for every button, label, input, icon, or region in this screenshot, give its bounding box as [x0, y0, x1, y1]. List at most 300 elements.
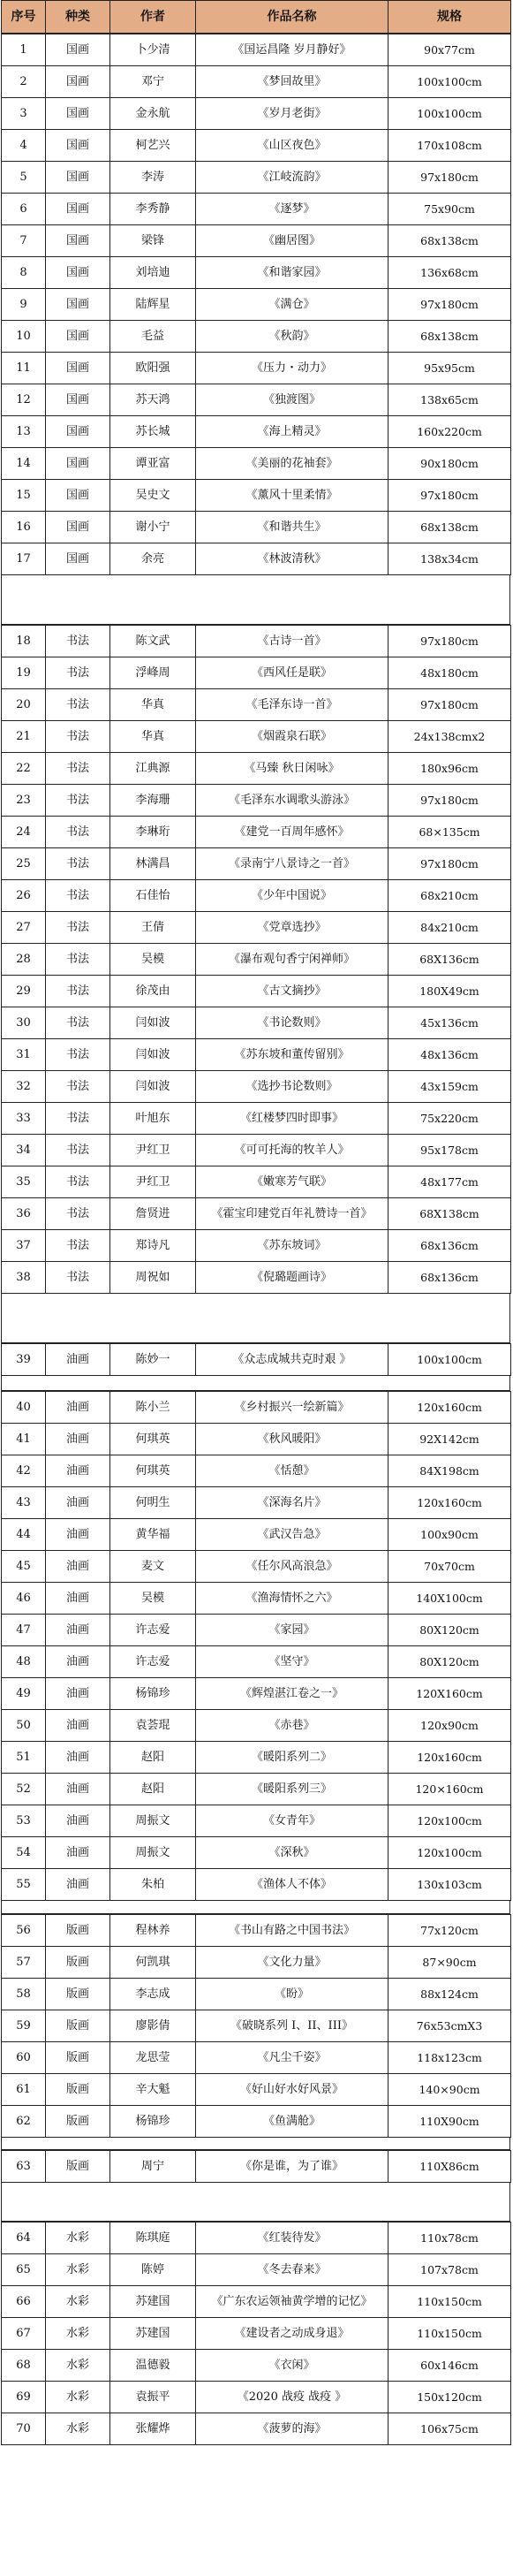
- cell-size: 110X86cm: [389, 2151, 511, 2183]
- cell-no: 56: [2, 1915, 46, 1947]
- cell-category: 国画: [46, 353, 110, 384]
- cell-title: 《暖阳系列三》: [196, 1774, 389, 1805]
- blank-separator: [1, 1294, 510, 1343]
- table-row: [2, 2010, 511, 2042]
- cell-size: 110x150cm: [389, 2286, 511, 2318]
- cell-author: 卜少清: [110, 34, 196, 66]
- cell-title: 《霍宝印建党百年礼赞诗一首》: [196, 1198, 389, 1230]
- table-row: [2, 34, 511, 66]
- cell-no: 36: [2, 1198, 46, 1230]
- cell-no: 38: [2, 1262, 46, 1294]
- cell-no: 49: [2, 1678, 46, 1710]
- cell-size: 75x90cm: [389, 194, 511, 225]
- cell-no: 33: [2, 1103, 46, 1135]
- cell-no: 42: [2, 1455, 46, 1487]
- table-row: [2, 1166, 511, 1198]
- cell-author: 王倩: [110, 912, 196, 944]
- cell-category: 国画: [46, 194, 110, 225]
- cell-author: 毛益: [110, 321, 196, 353]
- cell-author: 何凯琪: [110, 1947, 196, 1979]
- cell-author: 梁锋: [110, 225, 196, 257]
- cell-no: 40: [2, 1392, 46, 1424]
- cell-author: 欧阳强: [110, 353, 196, 384]
- cell-author: 周振文: [110, 1837, 196, 1869]
- table-row: [2, 2042, 511, 2074]
- cell-category: 水彩: [46, 2286, 110, 2318]
- cell-category: 国画: [46, 512, 110, 543]
- cell-category: 油画: [46, 1615, 110, 1646]
- table-row: [2, 480, 511, 512]
- cell-author: 陆辉星: [110, 289, 196, 321]
- cell-author: 杨锦珍: [110, 2106, 196, 2138]
- cell-category: 书法: [46, 976, 110, 1007]
- cell-title: 《深秋》: [196, 1837, 389, 1869]
- cell-size: 97x180cm: [389, 689, 511, 721]
- table-row: [2, 2223, 511, 2254]
- cell-size: 150x120cm: [389, 2382, 511, 2413]
- cell-no: 24: [2, 817, 46, 848]
- cell-title: 《女青年》: [196, 1805, 389, 1837]
- cell-size: 88x124cm: [389, 1979, 511, 2010]
- cell-title: 《录南宁八景诗之一首》: [196, 848, 389, 880]
- table-row: [2, 1262, 511, 1294]
- table-row: [2, 1344, 511, 1376]
- cell-category: 书法: [46, 1230, 110, 1262]
- cell-author: 黄华福: [110, 1519, 196, 1551]
- cell-category: 油画: [46, 1455, 110, 1487]
- cell-title: 《乡村振兴一绘新篇》: [196, 1392, 389, 1424]
- cell-category: 书法: [46, 753, 110, 785]
- cell-no: 7: [2, 225, 46, 257]
- cell-category: 版画: [46, 1947, 110, 1979]
- cell-no: 58: [2, 1979, 46, 2010]
- cell-no: 15: [2, 480, 46, 512]
- table-row: [2, 1519, 511, 1551]
- cell-title: 《秋风暖阳》: [196, 1424, 389, 1455]
- cell-author: 朱柏: [110, 1869, 196, 1901]
- cell-category: 油画: [46, 1487, 110, 1519]
- cell-author: 赵阳: [110, 1742, 196, 1774]
- cell-no: 62: [2, 2106, 46, 2138]
- cell-size: 97x180cm: [389, 480, 511, 512]
- cell-category: 国画: [46, 448, 110, 480]
- cell-size: 68x136cm: [389, 1262, 511, 1294]
- cell-category: 油画: [46, 1805, 110, 1837]
- cell-no: 1: [2, 34, 46, 66]
- cell-author: 李海珊: [110, 785, 196, 817]
- cell-title: 《赤巷》: [196, 1710, 389, 1742]
- cell-no: 35: [2, 1166, 46, 1198]
- cell-category: 书法: [46, 817, 110, 848]
- cell-title: 《破晓系列 I、II、III》: [196, 2010, 389, 2042]
- cell-title: 《任尔风高浪急》: [196, 1551, 389, 1583]
- cell-title: 《广东农运领袖黄学增的记忆》: [196, 2286, 389, 2318]
- cell-category: 油画: [46, 1678, 110, 1710]
- cell-title: 《美丽的花袖套》: [196, 448, 389, 480]
- cell-no: 55: [2, 1869, 46, 1901]
- cell-size: 110x78cm: [389, 2223, 511, 2254]
- cell-title: 《坚守》: [196, 1646, 389, 1678]
- cell-category: 油画: [46, 1646, 110, 1678]
- cell-title: 《毛泽东水调歌头游泳》: [196, 785, 389, 817]
- cell-no: 50: [2, 1710, 46, 1742]
- cell-no: 20: [2, 689, 46, 721]
- cell-no: 17: [2, 543, 46, 575]
- cell-title: 《鱼满舱》: [196, 2106, 389, 2138]
- cell-no: 18: [2, 626, 46, 657]
- cell-title: 《盼》: [196, 1979, 389, 2010]
- cell-size: 120×160cm: [389, 1774, 511, 1805]
- cell-author: 徐茂由: [110, 976, 196, 1007]
- table-row: [2, 2382, 511, 2413]
- cell-author: 张耀烨: [110, 2413, 196, 2445]
- cell-no: 11: [2, 353, 46, 384]
- cell-no: 32: [2, 1071, 46, 1103]
- cell-author: 陈文武: [110, 626, 196, 657]
- cell-size: 68x138cm: [389, 225, 511, 257]
- table-row: [2, 1392, 511, 1424]
- table-row: [2, 1678, 511, 1710]
- cell-author: 金永航: [110, 98, 196, 130]
- cell-title: 《凡尘千姿》: [196, 2042, 389, 2074]
- cell-title: 《和谐家园》: [196, 257, 389, 289]
- cell-category: 水彩: [46, 2350, 110, 2382]
- artwork-group: [1, 1343, 511, 1376]
- cell-no: 68: [2, 2350, 46, 2382]
- table-row: [2, 1774, 511, 1805]
- cell-title: 《和谐共生》: [196, 512, 389, 543]
- cell-size: 90x180cm: [389, 448, 511, 480]
- cell-author: 杨锦珍: [110, 1678, 196, 1710]
- blank-separator: [1, 1901, 510, 1914]
- cell-size: 60x146cm: [389, 2350, 511, 2382]
- cell-title: 《家园》: [196, 1615, 389, 1646]
- cell-title: 《国运昌隆 岁月静好》: [196, 34, 389, 66]
- cell-size: 180x96cm: [389, 753, 511, 785]
- blank-separator: [1, 2183, 510, 2222]
- cell-no: 51: [2, 1742, 46, 1774]
- cell-no: 30: [2, 1007, 46, 1039]
- cell-category: 国画: [46, 480, 110, 512]
- cell-author: 尹红卫: [110, 1166, 196, 1198]
- cell-author: 李涛: [110, 162, 196, 194]
- cell-title: 《岁月老街》: [196, 98, 389, 130]
- cell-size: 48x136cm: [389, 1039, 511, 1071]
- cell-author: 许志爱: [110, 1615, 196, 1646]
- cell-title: 《冬去春来》: [196, 2254, 389, 2286]
- table-row: [2, 1487, 511, 1519]
- cell-category: 书法: [46, 1007, 110, 1039]
- header-no: 序号: [2, 1, 46, 34]
- table-row: [2, 1230, 511, 1262]
- cell-title: 《马臻 秋日闲咏》: [196, 753, 389, 785]
- cell-category: 国画: [46, 34, 110, 66]
- cell-author: 许志爱: [110, 1646, 196, 1678]
- cell-size: 138x65cm: [389, 384, 511, 416]
- table-row: [2, 1979, 511, 2010]
- cell-no: 63: [2, 2151, 46, 2183]
- cell-no: 65: [2, 2254, 46, 2286]
- cell-author: 陈琪庭: [110, 2223, 196, 2254]
- cell-size: 43x159cm: [389, 1071, 511, 1103]
- table-row: [2, 1071, 511, 1103]
- cell-title: 《逐梦》: [196, 194, 389, 225]
- cell-author: 华真: [110, 689, 196, 721]
- cell-title: 《梦回故里》: [196, 66, 389, 98]
- cell-title: 《菠萝的海》: [196, 2413, 389, 2445]
- cell-category: 书法: [46, 880, 110, 912]
- cell-size: 120x160cm: [389, 1487, 511, 1519]
- cell-no: 34: [2, 1135, 46, 1166]
- cell-category: 国画: [46, 416, 110, 448]
- cell-size: 68X138cm: [389, 1198, 511, 1230]
- cell-category: 书法: [46, 721, 110, 753]
- table-row: [2, 448, 511, 480]
- header-size: 规格: [389, 1, 511, 34]
- cell-size: 68x136cm: [389, 1230, 511, 1262]
- table-row: [2, 416, 511, 448]
- cell-author: 华真: [110, 721, 196, 753]
- table-row: [2, 225, 511, 257]
- cell-size: 140X100cm: [389, 1583, 511, 1615]
- cell-title: 《苏东坡词》: [196, 1230, 389, 1262]
- cell-author: 谭亚富: [110, 448, 196, 480]
- cell-author: 袁振平: [110, 2382, 196, 2413]
- cell-no: 66: [2, 2286, 46, 2318]
- cell-size: 90x77cm: [389, 34, 511, 66]
- cell-title: 《2020 战疫 战疫 》: [196, 2382, 389, 2413]
- cell-size: 130x103cm: [389, 1869, 511, 1901]
- cell-size: 120x160cm: [389, 1392, 511, 1424]
- cell-author: 郑诗凡: [110, 1230, 196, 1262]
- cell-author: 温德毅: [110, 2350, 196, 2382]
- cell-category: 油画: [46, 1551, 110, 1583]
- cell-size: 97x180cm: [389, 289, 511, 321]
- cell-author: 李秀静: [110, 194, 196, 225]
- cell-author: 辛大魁: [110, 2074, 196, 2106]
- cell-author: 闫如波: [110, 1007, 196, 1039]
- table-row: [2, 976, 511, 1007]
- table-row: [2, 1915, 511, 1947]
- cell-title: 《烟霞泉石联》: [196, 721, 389, 753]
- cell-title: 《书山有路之中国书法》: [196, 1915, 389, 1947]
- table-row: [2, 1646, 511, 1678]
- cell-title: 《衣闲》: [196, 2350, 389, 2382]
- table-row: [2, 1710, 511, 1742]
- cell-title: 《苏东坡和董传留别》: [196, 1039, 389, 1071]
- artwork-group: [1, 2150, 511, 2183]
- table-row: [2, 194, 511, 225]
- cell-size: 138x34cm: [389, 543, 511, 575]
- cell-size: 68x210cm: [389, 880, 511, 912]
- cell-category: 油画: [46, 1837, 110, 1869]
- cell-title: 《瀑布观句香宁闲禅师》: [196, 944, 389, 976]
- cell-size: 45x136cm: [389, 1007, 511, 1039]
- table-row: [2, 1583, 511, 1615]
- cell-category: 版画: [46, 1915, 110, 1947]
- cell-no: 41: [2, 1424, 46, 1455]
- cell-title: 《好山好水好风景》: [196, 2074, 389, 2106]
- cell-size: 110X90cm: [389, 2106, 511, 2138]
- artwork-group: [1, 2222, 511, 2445]
- cell-category: 书法: [46, 1262, 110, 1294]
- cell-no: 37: [2, 1230, 46, 1262]
- table-row: [2, 512, 511, 543]
- table-row: [2, 1805, 511, 1837]
- cell-size: 106x75cm: [389, 2413, 511, 2445]
- table-row: [2, 2074, 511, 2106]
- table-row: [2, 98, 511, 130]
- cell-no: 22: [2, 753, 46, 785]
- cell-no: 60: [2, 2042, 46, 2074]
- cell-size: 120x160cm: [389, 1742, 511, 1774]
- cell-author: 柯艺兴: [110, 130, 196, 162]
- table-header: [1, 0, 511, 34]
- cell-title: 《深海名片》: [196, 1487, 389, 1519]
- cell-category: 书法: [46, 1039, 110, 1071]
- cell-title: 《毛泽东诗一首》: [196, 689, 389, 721]
- cell-category: 水彩: [46, 2254, 110, 2286]
- cell-author: 程林养: [110, 1915, 196, 1947]
- cell-size: 100x100cm: [389, 1344, 511, 1376]
- cell-no: 5: [2, 162, 46, 194]
- cell-no: 69: [2, 2382, 46, 2413]
- cell-size: 120x100cm: [389, 1805, 511, 1837]
- cell-no: 12: [2, 384, 46, 416]
- cell-title: 《恬憩》: [196, 1455, 389, 1487]
- cell-author: 尹红卫: [110, 1135, 196, 1166]
- cell-no: 31: [2, 1039, 46, 1071]
- cell-title: 《暖阳系列二》: [196, 1742, 389, 1774]
- cell-category: 水彩: [46, 2382, 110, 2413]
- table-row: [2, 1198, 511, 1230]
- cell-category: 书法: [46, 1103, 110, 1135]
- cell-title: 《林波清秋》: [196, 543, 389, 575]
- cell-title: 《选抄书论数则》: [196, 1071, 389, 1103]
- cell-size: 97x180cm: [389, 162, 511, 194]
- cell-category: 书法: [46, 848, 110, 880]
- table-row: [2, 944, 511, 976]
- cell-title: 《压力・动力》: [196, 353, 389, 384]
- cell-author: 林满昌: [110, 848, 196, 880]
- cell-author: 陈小兰: [110, 1392, 196, 1424]
- cell-category: 油画: [46, 1742, 110, 1774]
- cell-title: 《辉煌湛江卷之一》: [196, 1678, 389, 1710]
- cell-title: 《你是谁，为了谁》: [196, 2151, 389, 2183]
- cell-no: 3: [2, 98, 46, 130]
- table-row: [2, 848, 511, 880]
- cell-category: 油画: [46, 1869, 110, 1901]
- cell-no: 46: [2, 1583, 46, 1615]
- table-row: [2, 1947, 511, 1979]
- table-row: [2, 1039, 511, 1071]
- cell-author: 吴史文: [110, 480, 196, 512]
- cell-size: 87×90cm: [389, 1947, 511, 1979]
- cell-no: 23: [2, 785, 46, 817]
- cell-author: 何琪英: [110, 1424, 196, 1455]
- cell-size: 48x180cm: [389, 657, 511, 689]
- cell-author: 陈妙一: [110, 1344, 196, 1376]
- cell-author: 谢小宁: [110, 512, 196, 543]
- cell-size: 95x178cm: [389, 1135, 511, 1166]
- cell-author: 江典源: [110, 753, 196, 785]
- cell-size: 95x95cm: [389, 353, 511, 384]
- table-row: [2, 1615, 511, 1646]
- cell-title: 《古诗一首》: [196, 626, 389, 657]
- cell-author: 余亮: [110, 543, 196, 575]
- table-row: [2, 1424, 511, 1455]
- cell-title: 《海上精灵》: [196, 416, 389, 448]
- cell-no: 29: [2, 976, 46, 1007]
- cell-category: 书法: [46, 944, 110, 976]
- cell-author: 麦文: [110, 1551, 196, 1583]
- cell-no: 54: [2, 1837, 46, 1869]
- table-row: [2, 880, 511, 912]
- cell-category: 版画: [46, 2106, 110, 2138]
- cell-author: 吴模: [110, 944, 196, 976]
- cell-author: 赵阳: [110, 1774, 196, 1805]
- cell-no: 39: [2, 1344, 46, 1376]
- table-row: [2, 1135, 511, 1166]
- cell-size: 70x70cm: [389, 1551, 511, 1583]
- cell-title: 《众志成城共克时艰 》: [196, 1344, 389, 1376]
- cell-category: 油画: [46, 1583, 110, 1615]
- cell-size: 92X142cm: [389, 1424, 511, 1455]
- cell-size: 120x90cm: [389, 1710, 511, 1742]
- cell-no: 43: [2, 1487, 46, 1519]
- cell-title: 《古文摘抄》: [196, 976, 389, 1007]
- cell-title: 《渔海情怀之六》: [196, 1583, 389, 1615]
- cell-no: 14: [2, 448, 46, 480]
- cell-author: 苏建国: [110, 2286, 196, 2318]
- cell-no: 21: [2, 721, 46, 753]
- table-row: [2, 753, 511, 785]
- table-row: [2, 657, 511, 689]
- cell-title: 《秋韵》: [196, 321, 389, 353]
- cell-title: 《嫩寒芳气联》: [196, 1166, 389, 1198]
- cell-size: 136x68cm: [389, 257, 511, 289]
- cell-category: 版画: [46, 1979, 110, 2010]
- cell-category: 书法: [46, 657, 110, 689]
- cell-author: 龙思莹: [110, 2042, 196, 2074]
- header-author: 作者: [110, 1, 196, 34]
- cell-author: 吴模: [110, 1583, 196, 1615]
- table-row: [2, 2350, 511, 2382]
- cell-no: 45: [2, 1551, 46, 1583]
- cell-no: 16: [2, 512, 46, 543]
- cell-size: 100x100cm: [389, 66, 511, 98]
- cell-author: 周祝如: [110, 1262, 196, 1294]
- cell-title: 《文化力量》: [196, 1947, 389, 1979]
- header-category: 种类: [46, 1, 110, 34]
- table-row: [2, 257, 511, 289]
- table-row: [2, 1007, 511, 1039]
- cell-title: 《红楼梦四时即事》: [196, 1103, 389, 1135]
- cell-no: 47: [2, 1615, 46, 1646]
- cell-no: 70: [2, 2413, 46, 2445]
- table-row: [2, 689, 511, 721]
- cell-title: 《山区夜色》: [196, 130, 389, 162]
- artwork-group: [1, 1914, 511, 2138]
- cell-category: 版画: [46, 2074, 110, 2106]
- cell-no: 6: [2, 194, 46, 225]
- table-row: [2, 384, 511, 416]
- cell-author: 周宁: [110, 2151, 196, 2183]
- artwork-group: [1, 34, 511, 575]
- cell-category: 书法: [46, 1135, 110, 1166]
- cell-author: 陈婷: [110, 2254, 196, 2286]
- table-row: [2, 1742, 511, 1774]
